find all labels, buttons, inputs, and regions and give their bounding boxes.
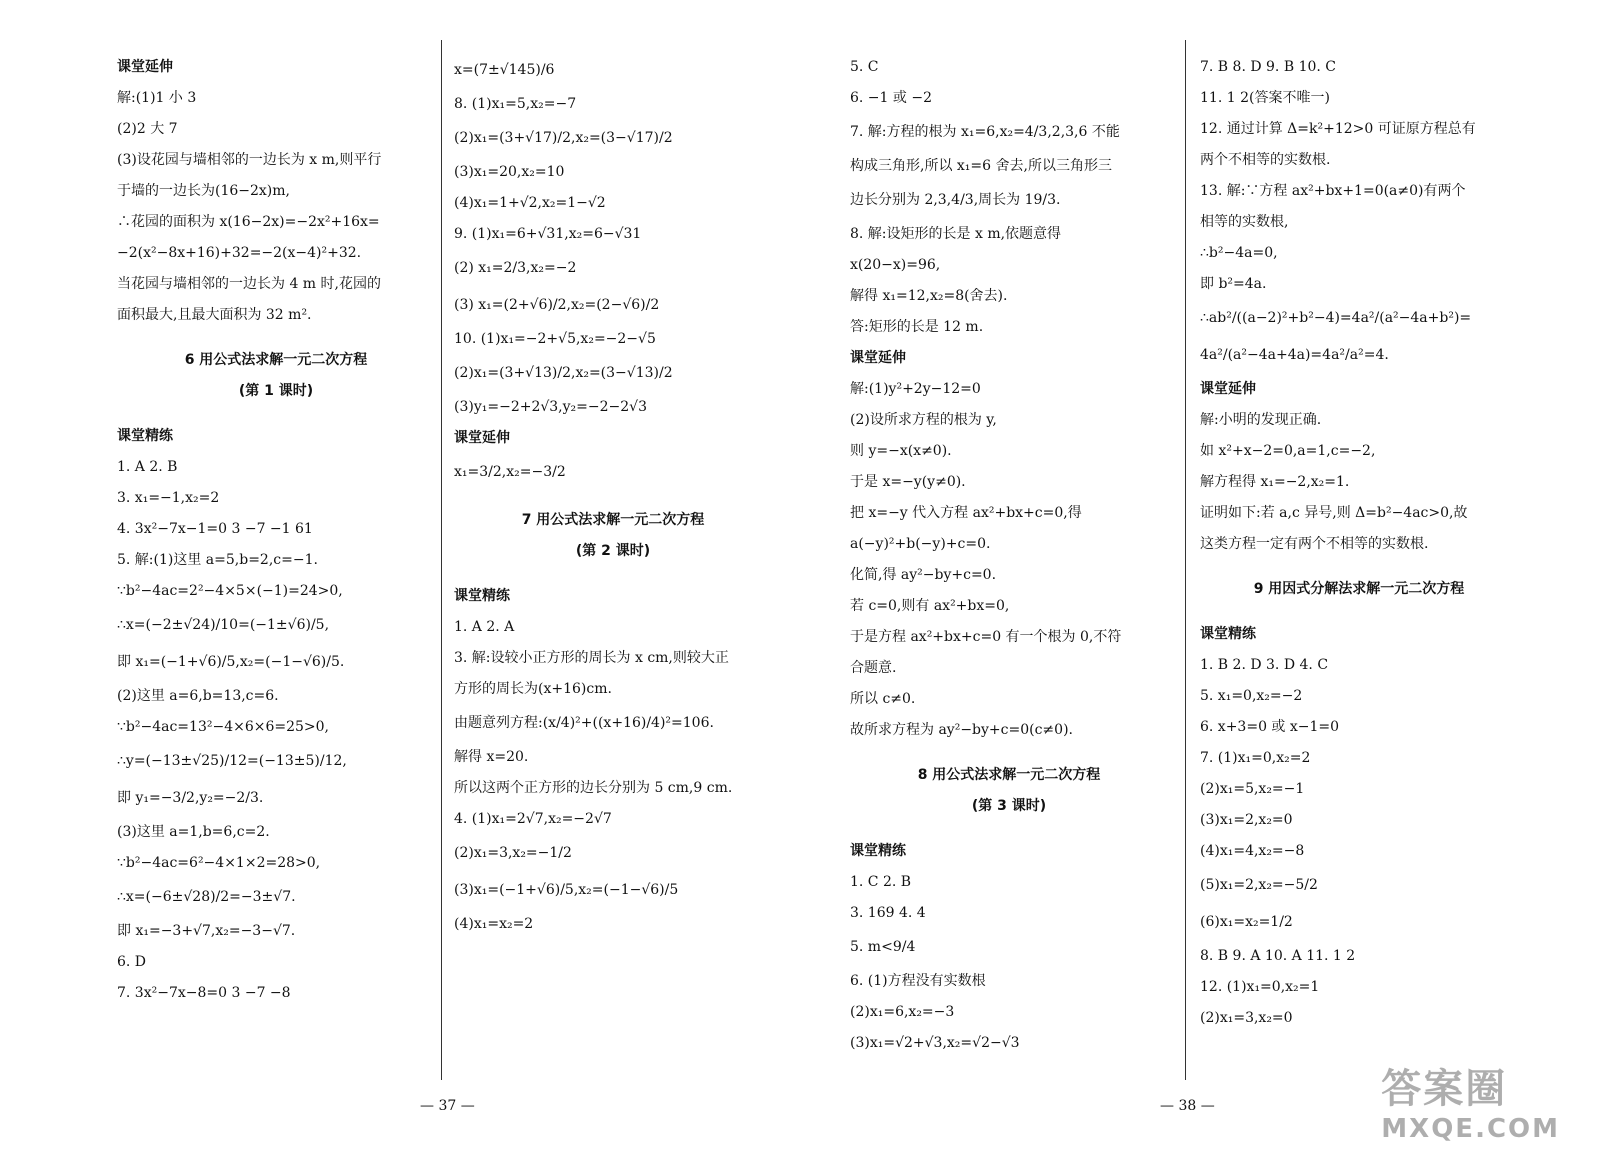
answer-line: (3)这里 a=1,b=6,c=2. xyxy=(117,824,270,840)
answer-line: 解:小明的发现正确. xyxy=(1200,412,1322,428)
section-heading: 7 用公式法求解一元二次方程 xyxy=(521,512,705,528)
answer-line: ∴花园的面积为 x(16−2x)=−2x²+16x= xyxy=(117,214,380,230)
column-divider-right xyxy=(1185,40,1186,1080)
answer-line: ∴x=(−2±√24)/10=(−1±√6)/5, xyxy=(117,617,330,633)
answer-line: ∵b²−4ac=2²−4×5×(−1)=24>0, xyxy=(117,583,343,599)
column-3 xyxy=(850,52,1168,1059)
answer-line: 这类方程一定有两个不相等的实数根. xyxy=(1200,536,1429,552)
answer-line: (3)x₁=(−1+√6)/5,x₂=(−1−√6)/5 xyxy=(454,882,679,898)
section-heading: 课堂延伸 xyxy=(850,350,906,366)
answer-line: −2(x²−8x+16)+32=−2(x−4)²+32. xyxy=(117,245,362,261)
answer-line: 两个不相等的实数根. xyxy=(1200,152,1331,168)
answer-line: 12. (1)x₁=0,x₂=1 xyxy=(1200,979,1320,995)
answer-line: 把 x=−y 代入方程 ax²+bx+c=0,得 xyxy=(850,505,1082,521)
answer-line: 证明如下:若 a,c 异号,则 Δ=b²−4ac>0,故 xyxy=(1200,505,1468,521)
answer-line: 1. A 2. A xyxy=(454,619,515,635)
answer-line: 化简,得 ay²−by+c=0. xyxy=(850,567,997,583)
answer-line: 6. −1 或 −2 xyxy=(850,90,932,106)
section-heading: 9 用因式分解法求解一元二次方程 xyxy=(1253,581,1465,597)
answer-line: (4)x₁=1+√2,x₂=1−√2 xyxy=(454,195,606,211)
answer-line: 1. C 2. B xyxy=(850,874,912,890)
answer-line: 构成三角形,所以 x₁=6 舍去,所以三角形三 xyxy=(850,158,1112,174)
answer-line: 相等的实数根, xyxy=(1200,214,1289,230)
answer-line: 边长分别为 2,3,4/3,周长为 19/3. xyxy=(850,192,1061,208)
answer-line: 1. A 2. B xyxy=(117,459,178,475)
answer-line: 即 b²=4a. xyxy=(1200,276,1267,292)
section-heading: 课堂精练 xyxy=(1200,626,1256,642)
answer-line: (3)x₁=2,x₂=0 xyxy=(1200,812,1293,828)
section-heading: 课堂延伸 xyxy=(117,59,173,75)
answer-line: 10. (1)x₁=−2+√5,x₂=−2−√5 xyxy=(454,331,656,347)
answer-line: 解得 x=20. xyxy=(454,749,529,765)
answer-line: 当花园与墙相邻的一边长为 4 m 时,花园的 xyxy=(117,276,381,292)
spacer xyxy=(850,746,1168,760)
answer-line: 9. (1)x₁=6+√31,x₂=6−√31 xyxy=(454,226,642,242)
answer-line: 解:(1)1 小 3 xyxy=(117,90,197,106)
column-divider-left xyxy=(441,40,442,1080)
watermark-url: MXQE.COM xyxy=(1381,1114,1560,1144)
answer-line: (2)x₁=(3+√17)/2,x₂=(3−√17)/2 xyxy=(454,130,673,146)
answer-line: 即 x₁=(−1+√6)/5,x₂=(−1−√6)/5. xyxy=(117,654,345,670)
section-heading: (第 3 课时) xyxy=(971,798,1047,814)
answer-line: 则 y=−x(x≠0). xyxy=(850,443,952,459)
answer-line: 答:矩形的长是 12 m. xyxy=(850,319,984,335)
section-heading: 课堂精练 xyxy=(117,428,173,444)
answer-line: (2) x₁=2/3,x₂=−2 xyxy=(454,260,577,276)
watermark-text: 答案圈 xyxy=(1381,1066,1508,1112)
answer-line: ∵b²−4ac=6²−4×1×2=28>0, xyxy=(117,855,321,871)
section-heading: (第 1 课时) xyxy=(238,383,314,399)
answer-line: 7. 3x²−7x−8=0 3 −7 −8 xyxy=(117,985,291,1001)
section-heading: 课堂精练 xyxy=(850,843,906,859)
answer-line: 8. 解:设矩形的长是 x m,依题意得 xyxy=(850,226,1062,242)
spacer xyxy=(454,567,772,581)
answer-line: 3. x₁=−1,x₂=2 xyxy=(117,490,220,506)
spacer xyxy=(454,491,772,505)
answer-line: 6. D xyxy=(117,954,147,970)
answer-line: a(−y)²+b(−y)+c=0. xyxy=(850,536,991,552)
answer-line: 4. 3x²−7x−1=0 3 −7 −1 61 xyxy=(117,521,313,537)
column-4 xyxy=(1200,52,1518,1034)
answer-line: (2)2 大 7 xyxy=(117,121,178,137)
answer-line: 7. 解:方程的根为 x₁=6,x₂=4/3,2,3,6 不能 xyxy=(850,124,1120,140)
answer-line: 4a²/(a²−4a+4a)=4a²/a²=4. xyxy=(1200,347,1389,363)
spacer xyxy=(1200,560,1518,574)
answer-line: 5. m<9/4 xyxy=(850,939,916,955)
section-heading: 6 用公式法求解一元二次方程 xyxy=(184,352,368,368)
page-number-left: — 37 — xyxy=(420,1098,475,1114)
page-number-right: — 38 — xyxy=(1160,1098,1215,1114)
section-heading: (第 2 课时) xyxy=(575,543,651,559)
answer-line: 所以 c≠0. xyxy=(850,691,916,707)
answer-line: (3)x₁=20,x₂=10 xyxy=(454,164,565,180)
answer-line: (6)x₁=x₂=1/2 xyxy=(1200,914,1293,930)
answer-line: ∴x=(−6±√28)/2=−3±√7. xyxy=(117,889,296,905)
answer-line: ∴y=(−13±√25)/12=(−13±5)/12, xyxy=(117,753,347,769)
answer-line: (3)x₁=√2+√3,x₂=√2−√3 xyxy=(850,1035,1020,1051)
answer-line: 所以这两个正方形的边长分别为 5 cm,9 cm. xyxy=(454,780,733,796)
answer-line: 6. (1)方程没有实数根 xyxy=(850,973,986,989)
answer-line: 8. B 9. A 10. A 11. 1 2 xyxy=(1200,948,1356,964)
answer-line: 11. 1 2(答案不唯一) xyxy=(1200,90,1330,106)
answer-line: 解得 x₁=12,x₂=8(舍去). xyxy=(850,288,1008,304)
answer-line: 5. 解:(1)这里 a=5,b=2,c=−1. xyxy=(117,552,318,568)
answer-line: 5. C xyxy=(850,59,879,75)
answer-line: ∴ab²/((a−2)²+b²−4)=4a²/(a²−4a+b²)= xyxy=(1200,310,1472,326)
section-heading: 课堂延伸 xyxy=(1200,381,1256,397)
answer-line: 4. (1)x₁=2√7,x₂=−2√7 xyxy=(454,811,612,827)
spacer xyxy=(117,331,435,345)
answer-line: x(20−x)=96, xyxy=(850,257,941,273)
answer-line: 即 y₁=−3/2,y₂=−2/3. xyxy=(117,790,264,806)
answer-line: (4)x₁=x₂=2 xyxy=(454,916,534,932)
answer-line: 13. 解:∵方程 ax²+bx+1=0(a≠0)有两个 xyxy=(1200,183,1466,199)
answer-line: 合题意. xyxy=(850,660,897,676)
answer-line: ∵b²−4ac=13²−4×6×6=25>0, xyxy=(117,719,330,735)
answer-line: 方形的周长为(x+16)cm. xyxy=(454,681,612,697)
answer-line: 5. x₁=0,x₂=−2 xyxy=(1200,688,1303,704)
answer-line: (2)x₁=6,x₂=−3 xyxy=(850,1004,955,1020)
spacer xyxy=(850,822,1168,836)
answer-line: 7. (1)x₁=0,x₂=2 xyxy=(1200,750,1311,766)
answer-line: 12. 通过计算 Δ=k²+12>0 可证原方程总有 xyxy=(1200,121,1476,137)
answer-line: 故所求方程为 ay²−by+c=0(c≠0). xyxy=(850,722,1073,738)
column-1 xyxy=(117,52,435,1009)
answer-line: (4)x₁=4,x₂=−8 xyxy=(1200,843,1305,859)
answer-line: 于是 x=−y(y≠0). xyxy=(850,474,966,490)
answer-line: ∴b²−4a=0, xyxy=(1200,245,1278,261)
answer-line: (5)x₁=2,x₂=−5/2 xyxy=(1200,877,1318,893)
answer-line: 若 c=0,则有 ax²+bx=0, xyxy=(850,598,1010,614)
spacer xyxy=(1200,605,1518,619)
answer-line: (3)y₁=−2+2√3,y₂=−2−2√3 xyxy=(454,399,647,415)
watermark-logo xyxy=(1381,1057,1560,1144)
answer-line: 由题意列方程:(x/4)²+((x+16)/4)²=106. xyxy=(454,715,714,731)
section-heading: 8 用公式法求解一元二次方程 xyxy=(917,767,1101,783)
section-heading: 课堂延伸 xyxy=(454,430,510,446)
answer-line: (2)这里 a=6,b=13,c=6. xyxy=(117,688,279,704)
answer-line: 解方程得 x₁=−2,x₂=1. xyxy=(1200,474,1350,490)
answer-line: 8. (1)x₁=5,x₂=−7 xyxy=(454,96,577,112)
column-2 xyxy=(454,52,772,940)
answer-line: 6. x+3=0 或 x−1=0 xyxy=(1200,719,1340,735)
answer-line: 面积最大,且最大面积为 32 m². xyxy=(117,307,312,323)
answer-line: 3. 解:设较小正方形的周长为 x cm,则较大正 xyxy=(454,650,729,666)
answer-line: (2)设所求方程的根为 y, xyxy=(850,412,997,428)
answer-line: 7. B 8. D 9. B 10. C xyxy=(1200,59,1337,75)
answer-line: 即 x₁=−3+√7,x₂=−3−√7. xyxy=(117,923,296,939)
answer-line: 于墙的一边长为(16−2x)m, xyxy=(117,183,290,199)
answer-line: 3. 169 4. 4 xyxy=(850,905,926,921)
answer-line: (2)x₁=(3+√13)/2,x₂=(3−√13)/2 xyxy=(454,365,673,381)
answer-line: (3)设花园与墙相邻的一边长为 x m,则平行 xyxy=(117,152,382,168)
answer-line: 解:(1)y²+2y−12=0 xyxy=(850,381,981,397)
answer-line: (2)x₁=3,x₂=0 xyxy=(1200,1010,1293,1026)
answer-line: (2)x₁=3,x₂=−1/2 xyxy=(454,845,572,861)
answer-line: x₁=3/2,x₂=−3/2 xyxy=(454,464,566,480)
answer-line: (2)x₁=5,x₂=−1 xyxy=(1200,781,1305,797)
answer-line: (3) x₁=(2+√6)/2,x₂=(2−√6)/2 xyxy=(454,297,660,313)
spacer xyxy=(117,407,435,421)
section-heading: 课堂精练 xyxy=(454,588,510,604)
answer-line: 于是方程 ax²+bx+c=0 有一个根为 0,不符 xyxy=(850,629,1122,645)
answer-line: 1. B 2. D 3. D 4. C xyxy=(1200,657,1329,673)
answer-line: x=(7±√145)/6 xyxy=(454,62,555,78)
answer-line: 如 x²+x−2=0,a=1,c=−2, xyxy=(1200,443,1376,459)
